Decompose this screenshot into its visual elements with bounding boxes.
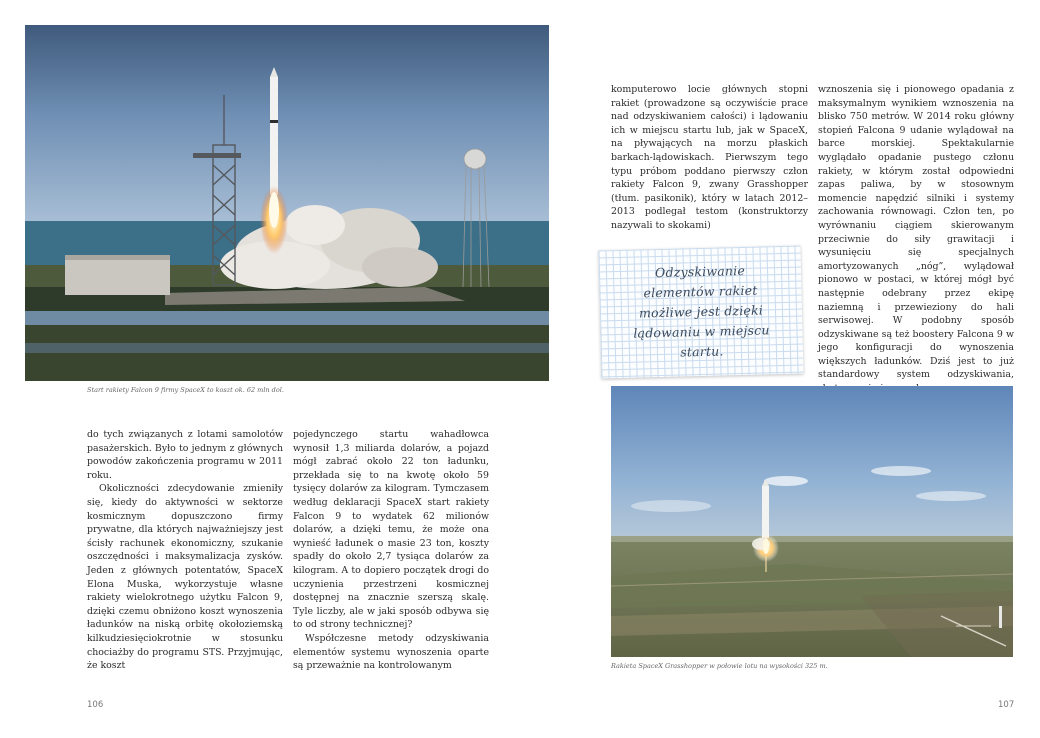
page-number-left: 106 [87,700,104,710]
photo-caption: Start rakiety Falcon 9 firmy SpaceX to koszt ok. 62 mln dol. [87,386,284,394]
paragraph: do tych związanych z lotami samolotów pasażerskich. Było to jednym z głównych powodów zakończenia programu w 2011 roku. [87,429,283,481]
left-text-column-1 [87,428,283,673]
grasshopper-photo [611,386,1013,657]
page-number-right: 107 [998,700,1015,710]
paragraph: Współczesne metody odzyskiwania elementów systemu wynoszenia oparte są przeważnie na kontrolowanym [293,632,489,672]
note-text: Odzyskiwanie elementów rakiet możliwe jest dzięki lądowaniu w miejscu startu. [633,262,770,360]
paragraph: wznoszenia się i pionowego opadania z maksymalnym wynikiem wznoszenia na blisko 750 metrów. W 2014 roku główny stopień Falcona 9 udanie wylądował na barce morskiej. Spektakularnie wyglądało opadanie pustego członu rakiety, w którym został odpowiedni zapas paliwa, by w stosownym momencie napędzić silniki i systemy zachowania równowagi. Człon ten, po wyrównaniu ciągiem skierowanym przeciwnie do siły grawitacji i wysunięciu się specjalnych amortyzowanych „nóg”, wylądował pionowo w postaci, w której mógł być następnie odebrany przez ekipę naziemną i przewieziony do hali serwisowej. W podobny sposób odzyskiwane są też boostery Falcona 9 w jego konfiguracji do wynoszenia większych ładunków. Dziś jest to już standardowy system odzyskiwania, [818,84,1014,381]
paragraph: komputerowo locie głównych stopni rakiet (prowadzone są oczywiście prace nad odzyskiwaniem całości) i lądowaniu ich w miejscu startu lub, jak w SpaceX, na pływających na morzu płaskich barkach-lądowiskach. Pierwszym tego typu próbom poddano pierwszy człon rakiety Falcon 9, zwany Grasshopper (tłum. pasikonik), który w latach 2012–2013 podlegał testom (konstruktorzy nazywali to skokami) [611,84,808,231]
note-card [598,246,803,379]
falcon9-launch-photo [25,25,549,381]
paragraph: Okoliczności zdecydowanie zmieniły się, kiedy do aktywności w sektorze kosmicznym dopuszczono firmy prywatne, dla których najważniejszy jest ścisły rachunek ekonomiczny, szukanie oszczędności i maksymalizacja zysków. Jeden z głównych potentatów, SpaceX Elona Muska, wykorzystuje własne rakiety wielokrotnego użytku Falcon 9, dzięki czemu obniżono koszt wynoszenia ładunków na niską orbitę okołoziemską kilkudziesięciokrotnie w stosunku chociażby do programu STS. Przyjmując, że koszt [87,483,283,672]
right-text-column-2 [818,83,1014,396]
paragraph: pojedynczego startu wahadłowca wynosił 1,3 miliarda dolarów, a pojazd mógł zabrać około 22 ton ładunku, przekłada się to na kwotę około 59 tysięcy dolarów za kilogram. Tymczasem według deklaracji SpaceX start rakiety Falcon 9 to wydatek 62 milionów dolarów, a dzięki temu, że może ona wynieść ładunek o masie 23 ton, koszty spadły do około 2,7 tysiąca dolarów za kilogram. A to dopiero początek drogi do uczynienia przestrzeni kosmicznej dostępnej na znacznie szerszą skalę. Tyle liczby, ale w jaki sposób odbywa się to od strony technicznej? [293,429,489,631]
left-text-column-2 [293,428,489,673]
photo-caption: Rakieta SpaceX Grasshopper w połowie lotu na wysokości 325 m. [611,662,828,670]
right-text-column-1 [611,83,808,233]
